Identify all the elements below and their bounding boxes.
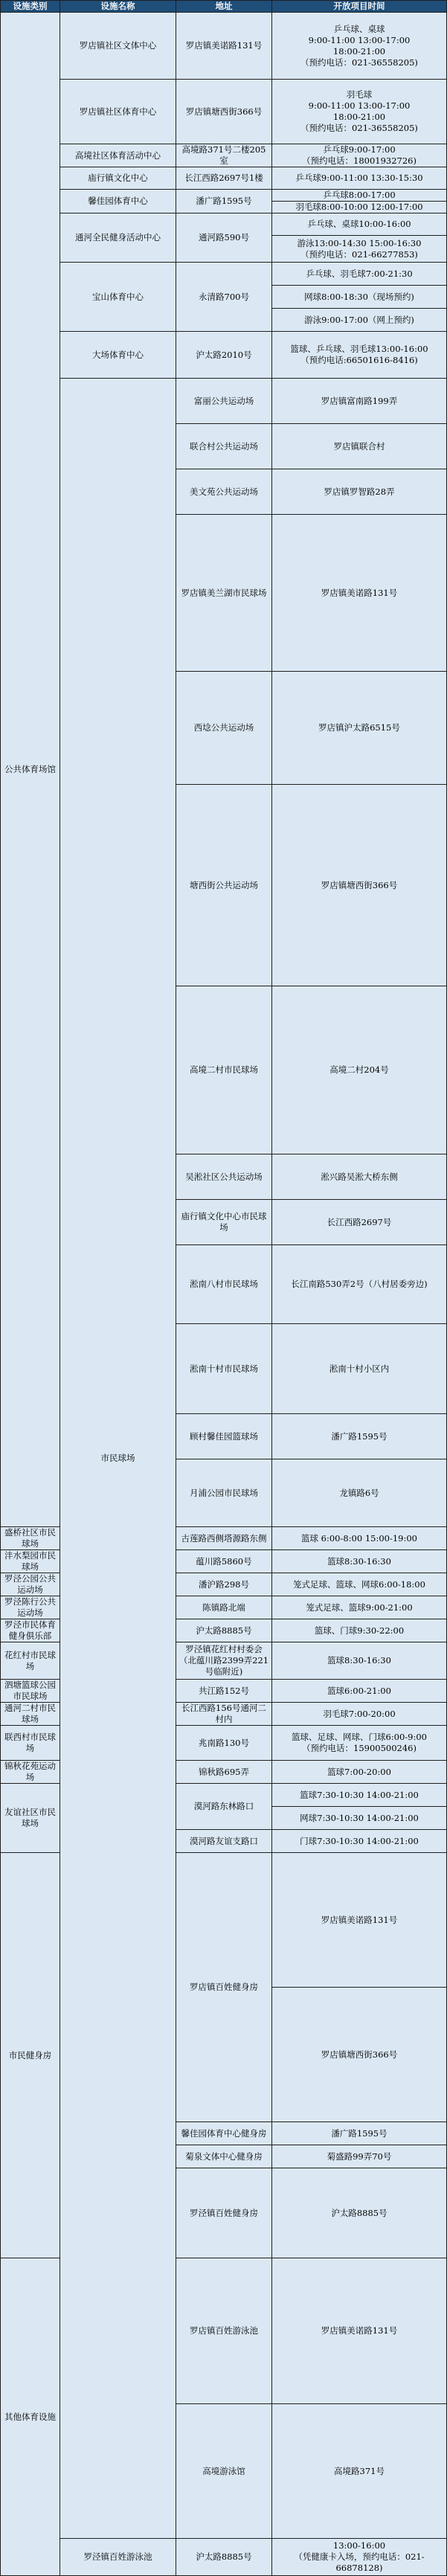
address-cell: 潘广路1595号 [176, 190, 272, 213]
facility-name-cell: 塘西街公共运动场 [176, 785, 272, 986]
address-cell: 高境路371号 [272, 2404, 447, 2539]
facility-name-cell: 菊泉文体中心健身房 [176, 2145, 272, 2168]
facility-name-cell: 罗泾公园公共运动场 [1, 1573, 60, 1596]
facility-category-cell: 公共体育场馆 [1, 13, 60, 1527]
address-cell: 罗店镇沪太路6515号 [272, 672, 447, 785]
open-hours-cell: 乒乓球、桌球10:00-16:00 [272, 213, 447, 236]
address-cell: 罗店镇联合村 [272, 424, 447, 469]
facility-name-cell: 罗泾陈行公共运动场 [1, 1596, 60, 1619]
open-hours-cell: 门球7:30-10:30 14:00-21:00 [272, 1830, 447, 1853]
open-hours-cell: 篮球6:00-21:00 [272, 1680, 447, 1703]
address-cell: 漠河路东林路口 [176, 1784, 272, 1830]
facility-category-cell: 市民健身房 [1, 1853, 60, 2258]
address-cell: 沪太路8885号 [176, 1619, 272, 1642]
open-hours-cell: 乒乓球、桌球 9:00-11:00 13:00-17:00 18:00-21:00 （预约电话：021-36558205) [272, 13, 447, 80]
address-cell: 共江路152号 [176, 1680, 272, 1703]
facility-name-cell: 通河二村市民球场 [1, 1703, 60, 1726]
open-hours-cell: 网球8:00-18:30（现场预约) [272, 286, 447, 309]
facility-name-cell: 月浦公园市民球场 [176, 1459, 272, 1527]
address-cell: 淞南十村小区内 [272, 1324, 447, 1414]
facility-category-cell: 市民球场 [60, 379, 176, 2539]
open-hours-cell: 篮球7:30-10:30 14:00-21:00 [272, 1784, 447, 1807]
address-cell: 罗店镇美诺路131号 [272, 515, 447, 672]
table-row [1, 144, 447, 167]
facility-name-cell: 罗店镇百姓健身房 [176, 1853, 272, 2122]
facility-name-cell: 罗泾镇百姓健身房 [176, 2168, 272, 2258]
address-cell: 高境二村204号 [272, 986, 447, 1154]
open-hours-cell: 羽毛球 9:00-11:00 13:00-17:00 18:00-21:00 （预约电话：021-36558205) [272, 80, 447, 144]
address-cell: 沪太路8885号 [272, 2168, 447, 2258]
address-cell: 菊盛路99弄70号 [272, 2145, 447, 2168]
open-hours-cell: 网球7:30-10:30 14:00-21:00 [272, 1807, 447, 1830]
open-hours-cell: 乒乓球、羽毛球7:00-21:30 [272, 263, 447, 286]
address-cell: 罗店镇美诺路131号 [272, 2258, 447, 2404]
address-cell: 龙镇路6号 [272, 1459, 447, 1527]
table-row [1, 80, 447, 144]
open-hours-cell: 篮球7:00-20:00 [272, 1761, 447, 1784]
address-cell: 罗店镇罗智路28弄 [272, 469, 447, 515]
facility-name-cell: 大场体育中心 [60, 332, 176, 379]
facility-name-cell: 馨佳园体育中心 [60, 190, 176, 213]
facility-name-cell: 高境二村市民球场 [176, 986, 272, 1154]
address-cell: 罗店镇美诺路131号 [272, 1853, 447, 1988]
table-row [1, 213, 447, 236]
address-cell: 兆南路130号 [176, 1726, 272, 1761]
facility-name-cell: 高境社区体育活动中心 [60, 144, 176, 167]
open-hours-cell: 笼式足球、篮球、网球6:00-18:00 [272, 1573, 447, 1596]
table-row [1, 379, 447, 424]
open-hours-cell: 乒乓球8:00-17:00 [272, 190, 447, 202]
facility-name-cell: 庙行镇文化中心市民球场 [176, 1200, 272, 1245]
facility-name-cell: 联西村市民球场 [1, 1726, 60, 1761]
address-cell: 罗店镇富南路199弄 [272, 379, 447, 424]
facility-name-cell: 罗店镇百姓游泳池 [176, 2258, 272, 2404]
facility-name-cell: 淞南八村市民球场 [176, 1245, 272, 1324]
facility-name-cell: 罗店镇美兰湖市民球场 [176, 515, 272, 672]
address-cell: 长江西路156号通河二村内 [176, 1703, 272, 1726]
table-row [1, 13, 447, 80]
header-category: 设施类别 [1, 1, 60, 13]
address-cell: 高境路371号二楼205室 [176, 144, 272, 167]
address-cell: 长江西路2697号1楼 [176, 167, 272, 190]
address-cell: 永清路700号 [176, 263, 272, 332]
address-cell: 潘广路1595号 [272, 1414, 447, 1459]
header-row [1, 1, 447, 13]
facility-name-cell: 罗泾市民体育健身俱乐部 [1, 1619, 60, 1642]
address-cell: 罗泾镇花红村村委会（北蕴川路2399弄221号临附近) [176, 1642, 272, 1680]
facility-name-cell: 西埝公共运动场 [176, 672, 272, 785]
facility-name-cell: 罗店镇社区文体中心 [60, 13, 176, 80]
facility-name-cell: 泗塘篮球公园市民球场 [1, 1680, 60, 1703]
open-hours-cell: 游泳9:00-17:00（网上预约) [272, 309, 447, 332]
facility-name-cell: 盛桥社区市民球场 [1, 1527, 60, 1550]
address-cell: 罗店镇塘西街366号 [176, 80, 272, 144]
facility-name-cell: 吴淞社区公共运动场 [176, 1154, 272, 1200]
open-hours-cell: 13:00-16:00 （凭健康卡入场，预约电话：021-66878128) [272, 2539, 447, 2576]
facility-name-cell: 罗店镇社区体育中心 [60, 80, 176, 144]
address-cell: 漠河路友谊支路口 [176, 1830, 272, 1853]
address-cell: 沪太路8885号 [176, 2539, 272, 2576]
facility-name-cell: 淞南十村市民球场 [176, 1324, 272, 1414]
table-body [1, 13, 447, 2576]
facility-name-cell: 顾村馨佳园篮球场 [176, 1414, 272, 1459]
address-cell: 长江南路530弄2号（八村居委旁边) [272, 1245, 447, 1324]
address-cell: 沪太路2010号 [176, 332, 272, 379]
address-cell: 锦秋路695弄 [176, 1761, 272, 1784]
facility-name-cell: 美文苑公共运动场 [176, 469, 272, 515]
open-hours-cell: 篮球、足球、网球、门球6:00-9:00 （预约电话：15900500246) [272, 1726, 447, 1761]
facility-name-cell: 馨佳园体育中心健身房 [176, 2122, 272, 2145]
facility-name-cell: 锦秋花苑运动场 [1, 1761, 60, 1784]
facility-name-cell: 联合村公共运动场 [176, 424, 272, 469]
facility-name-cell: 庙行镇文化中心 [60, 167, 176, 190]
facility-name-cell: 宝山体育中心 [60, 263, 176, 332]
table-row [1, 190, 447, 202]
table-row [1, 167, 447, 190]
facility-name-cell: 高境游泳馆 [176, 2404, 272, 2539]
open-hours-cell: 乒乓球9:00-11:00 13:30-15:30 [272, 167, 447, 190]
open-hours-cell: 篮球8:30-16:30 [272, 1550, 447, 1573]
open-hours-cell: 篮球、乒乓球、羽毛球13:00-16:00 （预约电话:66501616-8416) [272, 332, 447, 379]
table-row [1, 2539, 447, 2576]
facility-name-cell: 富丽公共运动场 [176, 379, 272, 424]
table-row [1, 332, 447, 379]
address-cell: 陈镇路北端 [176, 1596, 272, 1619]
header-facility-name: 设施名称 [60, 1, 176, 13]
address-cell: 长江西路2697号 [272, 1200, 447, 1245]
facility-name-cell: 友谊社区市民球场 [1, 1784, 60, 1853]
address-cell: 罗店镇塘西街366号 [272, 1988, 447, 2122]
open-hours-cell: 篮球8:30-16:30 [272, 1642, 447, 1680]
address-cell: 罗店镇美诺路131号 [176, 13, 272, 80]
open-hours-cell: 篮球 6:00-8:00 15:00-19:00 [272, 1527, 447, 1550]
header-open-hours: 开放项目时间 [272, 1, 447, 13]
facility-name-cell: 花红村市民球场 [1, 1642, 60, 1680]
facility-name-cell: 通河全民健身活动中心 [60, 213, 176, 263]
facility-name-cell: 沣水梨园市民球场 [1, 1550, 60, 1573]
address-cell: 古莲路西侧塔源路东侧 [176, 1527, 272, 1550]
facility-category-cell: 其他体育设施 [1, 2258, 60, 2576]
open-hours-cell: 羽毛球8:00-10:00 12:00-17:00 [272, 202, 447, 213]
address-cell: 潘沪路298号 [176, 1573, 272, 1596]
address-cell: 淞兴路吴淞大桥东侧 [272, 1154, 447, 1200]
address-cell: 罗店镇塘西街366号 [272, 785, 447, 986]
open-hours-cell: 羽毛球7:00-20:00 [272, 1703, 447, 1726]
open-hours-cell: 乒乓球9:00-17:00 （预约电话：18001932726) [272, 144, 447, 167]
facility-name-cell: 罗泾镇百姓游泳池 [60, 2539, 176, 2576]
open-hours-cell: 游泳13:00-14:30 15:00-16:30 （预约电话：021-66277853) [272, 236, 447, 263]
open-hours-cell: 篮球、门球9:30-22:00 [272, 1619, 447, 1642]
address-cell: 蕴川路5860号 [176, 1550, 272, 1573]
address-cell: 潘广路1595号 [272, 2122, 447, 2145]
header-address: 地址 [176, 1, 272, 13]
table-row [1, 263, 447, 286]
open-hours-cell: 笼式足球、篮球9:00-21:00 [272, 1596, 447, 1619]
address-cell: 通河路590号 [176, 213, 272, 263]
